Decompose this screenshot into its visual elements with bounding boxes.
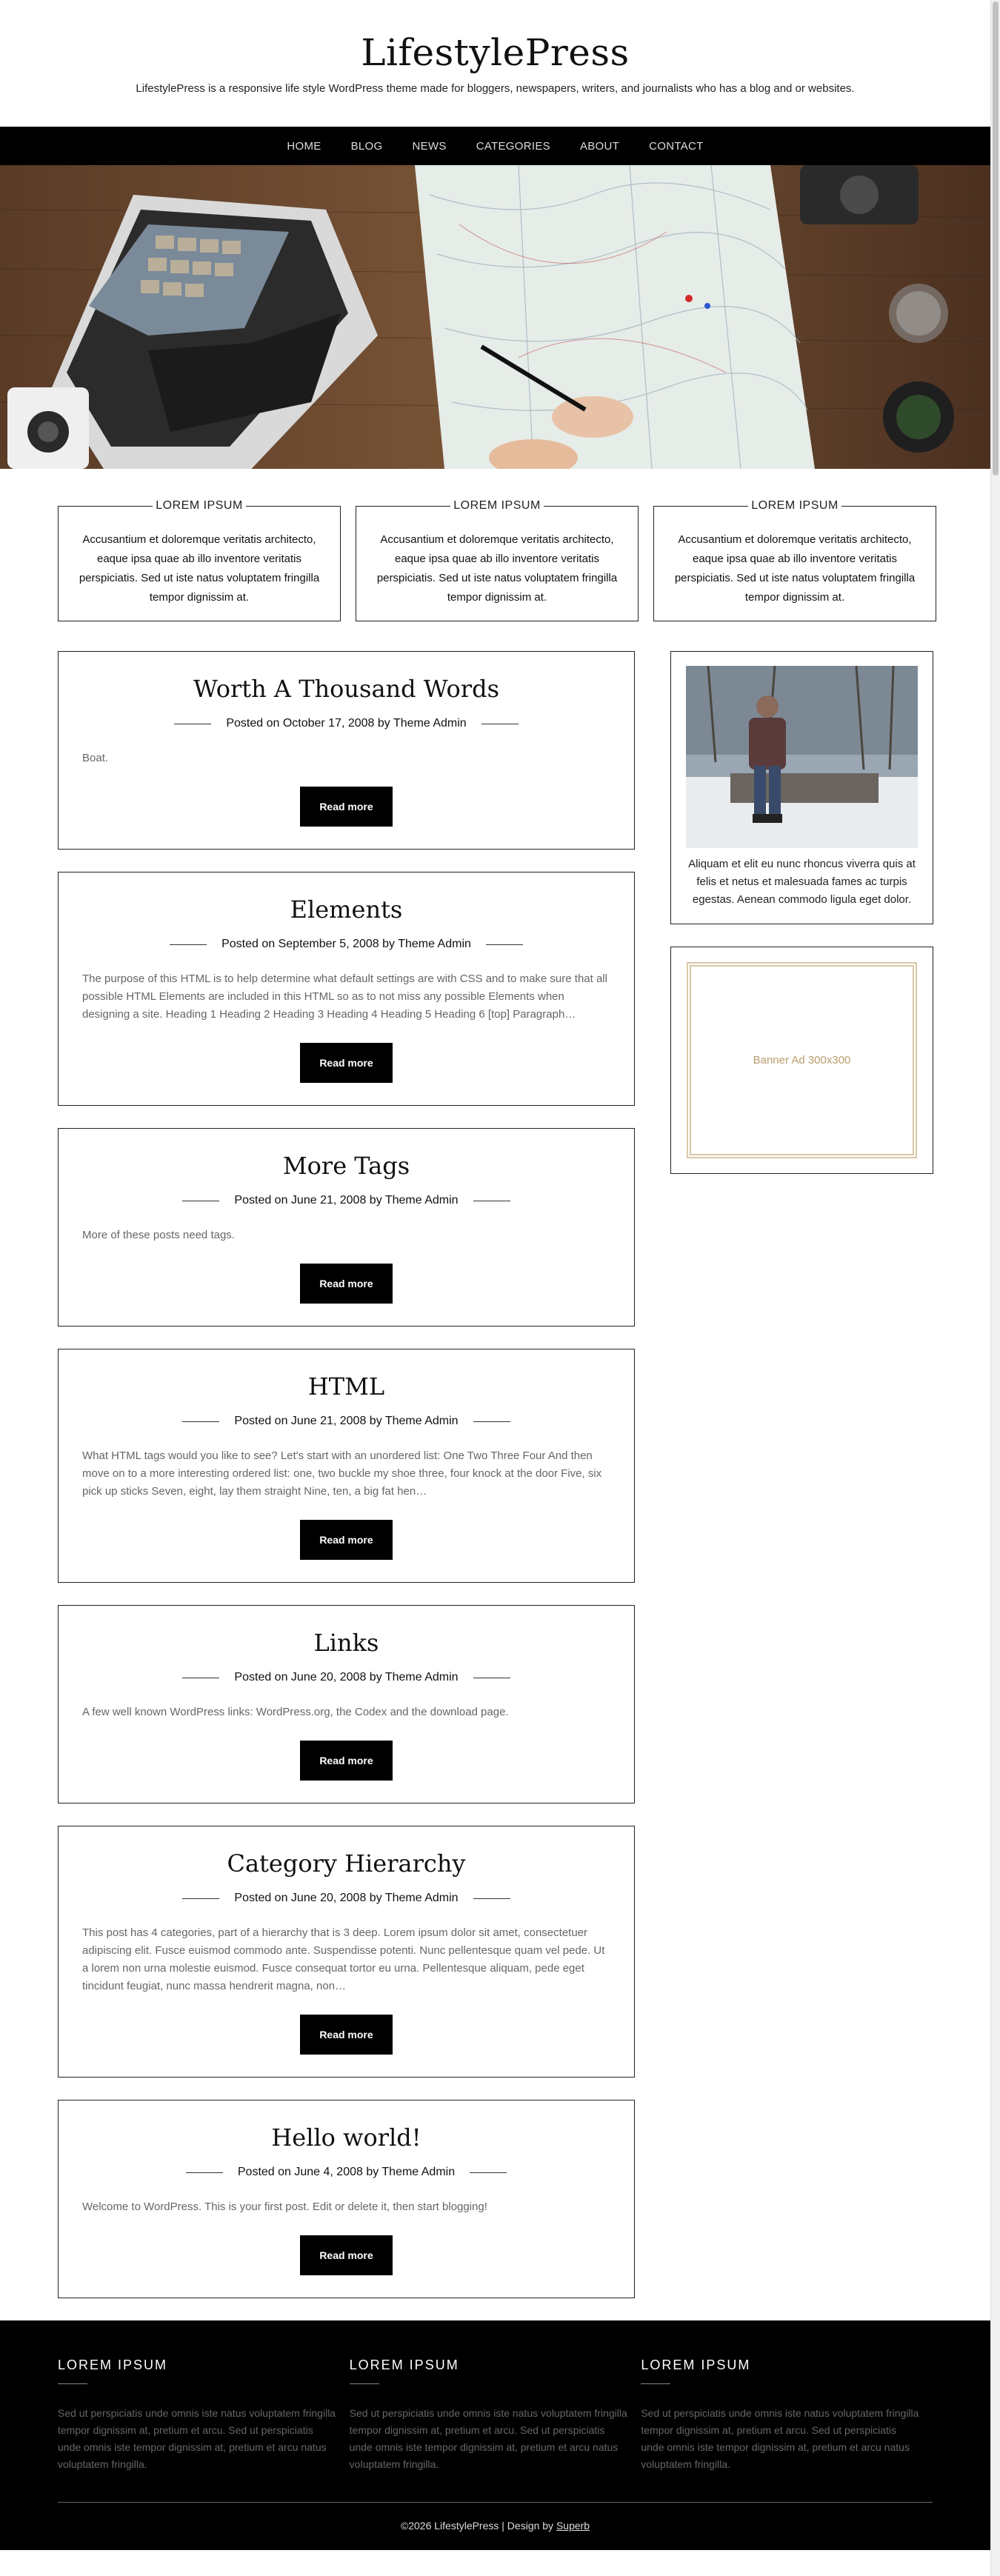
post-meta [82, 1671, 610, 1684]
about-widget [670, 651, 933, 924]
post-meta-text: Posted on June 20, 2008 by Theme Admin [234, 1671, 459, 1684]
divider [72, 506, 139, 507]
post-title[interactable]: Category Hierarchy [227, 1849, 466, 1878]
post-title[interactable]: Worth A Thousand Words [193, 675, 499, 703]
feature-heading [59, 499, 340, 513]
read-more-button[interactable]: Read more [300, 1043, 392, 1083]
footer-column-text: Sed ut perspiciatis unde omnis iste natus voluptatem fringilla tempor dignissim at, pretium et arcu. Sed ut perspiciatis unde omnis iste tempor dignissim at, pretium et arcu natus voluptatem fringilla. [58, 2407, 336, 2470]
hero-image [0, 165, 990, 469]
post-card [58, 1128, 635, 1327]
feature-title: LOREM IPSUM [153, 499, 246, 513]
feature-text: Accusantium et doloremque veritatis architecto, eaque ipsa quae ab illo inventore veritatis perspiciatis. Sed ut iste natus voluptatem fringilla tempor dignissim at. [376, 533, 618, 604]
banner-ad[interactable] [687, 962, 917, 1158]
read-more-button[interactable]: Read more [300, 2015, 392, 2055]
footer-column-title: LOREM IPSUM [349, 2358, 459, 2372]
divider [667, 506, 735, 507]
divider [641, 2383, 670, 2384]
feature-text: Accusantium et doloremque veritatis architecto, eaque ipsa quae ab illo inventore veritatis perspiciatis. Sed ut iste natus voluptatem fringilla tempor dignissim at. [79, 533, 320, 604]
post-meta [82, 717, 610, 730]
post-meta-text: Posted on June 4, 2008 by Theme Admin [237, 2166, 456, 2178]
post-excerpt: The purpose of this HTML is to help determine what default settings are with CSS and to make sure that all possible HTML Elements are included in this HTML so as to not miss any possible Elements when designing a site. Heading 1 Heading 2 Heading 3 Heading 4 Heading 5 Heading 6 [top] Paragraph… [82, 972, 607, 1021]
read-more-button[interactable]: Read more [300, 1520, 392, 1560]
designer-credit-link[interactable]: Superb [556, 2520, 590, 2532]
post-excerpt: Boat. [82, 752, 109, 764]
nav-item-categories[interactable]: CATEGORIES [476, 139, 550, 153]
read-more-button[interactable]: Read more [300, 2235, 392, 2275]
post-excerpt: Welcome to WordPress. This is your first post. Edit or delete it, then start blogging! [82, 2200, 487, 2213]
footer-column [58, 2358, 336, 2473]
read-more-button[interactable]: Read more [300, 1264, 392, 1304]
divider [58, 2383, 87, 2384]
post-meta-text: Posted on October 17, 2008 by Theme Admin [226, 717, 467, 730]
post-meta-text: Posted on June 21, 2008 by Theme Admin [234, 1415, 459, 1427]
profile-photo-illustration [686, 666, 918, 848]
divider [186, 2172, 223, 2173]
scrollbar-thumb[interactable] [993, 1, 999, 476]
footer-column [350, 2358, 628, 2473]
post-title[interactable]: HTML [307, 1372, 385, 1401]
feature-box [653, 499, 936, 621]
footer-copyright [58, 2502, 933, 2532]
post-meta [82, 1415, 610, 1428]
banner-ad-widget [670, 947, 933, 1174]
hero-desk-illustration [0, 165, 990, 469]
post-title[interactable]: Links [313, 1629, 379, 1657]
post-card [58, 651, 635, 850]
feature-box [58, 499, 341, 621]
post-card [58, 2100, 635, 2298]
nav-item-home[interactable]: HOME [287, 139, 321, 153]
post-excerpt: What HTML tags would you like to see? Let's start with an unordered list: One Two Three Four And then move on to a more interesting ordered list: one, two buckle my shoe three, four knock at the door Five, six pick up sticks Seven, eight, lay them straight Nine, ten, a big fat hen… [82, 1449, 602, 1498]
nav-item-news[interactable]: NEWS [412, 139, 447, 153]
feature-title: LOREM IPSUM [748, 499, 841, 513]
post-title[interactable]: Elements [290, 895, 403, 924]
footer-column [641, 2358, 919, 2473]
nav-item-blog[interactable]: BLOG [350, 139, 383, 153]
feature-heading [654, 499, 936, 513]
banner-ad-label: Banner Ad 300x300 [753, 1054, 851, 1067]
page-scrollbar[interactable] [990, 0, 1000, 2576]
copyright-text: ©2026 LifestylePress | Design by [400, 2520, 556, 2532]
divider [473, 1898, 510, 1899]
site-tagline: LifestylePress is a responsive life style WordPress theme made for bloggers, newspapers, writers, and journalists who has a blog and or websites. [136, 82, 855, 95]
profile-photo [686, 666, 918, 848]
post-excerpt: This post has 4 categories, part of a hierarchy that is 3 deep. Lorem ipsum dolor sit amet, consectetuer adipiscing elit. Fusce euismod commodo ante. Suspendisse potenti. Nunc pellentesque quam vel pede. Ut a lorem non urna molestie euismod. Fusce consequat tortor eu urna. Pellentesque aliquam, pede eget tincidunt feugiat, nunc massa hendrerit magna, non… [82, 1926, 605, 1992]
divider [350, 2383, 379, 2384]
divider [370, 506, 437, 507]
feature-heading [356, 499, 638, 513]
feature-text: Accusantium et doloremque veritatis architecto, eaque ipsa quae ab illo inventore veritatis perspiciatis. Sed ut iste natus voluptatem fringilla tempor dignissim at. [674, 533, 916, 604]
footer-column-title: LOREM IPSUM [641, 2358, 751, 2372]
divider [470, 2172, 507, 2173]
features-section [0, 499, 990, 621]
post-card [58, 872, 635, 1106]
divider [473, 1421, 510, 1422]
divider [182, 1421, 219, 1422]
post-card [58, 1349, 635, 1583]
post-meta [82, 938, 610, 951]
site-title[interactable]: LifestylePress [361, 31, 630, 74]
divider [170, 944, 207, 945]
post-list [58, 651, 635, 2320]
footer-columns [58, 2320, 933, 2473]
nav-item-contact[interactable]: CONTACT [649, 139, 704, 153]
post-meta [82, 2166, 610, 2179]
post-meta-text: Posted on September 5, 2008 by Theme Admin [221, 938, 471, 950]
site-header [0, 0, 990, 127]
footer-column-text: Sed ut perspiciatis unde omnis iste natus voluptatem fringilla tempor dignissim at, pretium et arcu. Sed ut perspiciatis unde omnis iste tempor dignissim at, pretium et arcu natus voluptatem fringilla. [641, 2407, 919, 2470]
sidebar [670, 651, 933, 2320]
read-more-button[interactable]: Read more [300, 787, 392, 827]
post-excerpt: More of these posts need tags. [82, 1229, 235, 1241]
feature-title: LOREM IPSUM [450, 499, 544, 513]
main-content [0, 651, 990, 2320]
post-meta [82, 1194, 610, 1207]
divider [259, 506, 327, 507]
divider [486, 944, 523, 945]
feature-box [356, 499, 639, 621]
post-meta [82, 1892, 610, 1905]
post-card [58, 1826, 635, 2078]
site-footer [0, 2320, 990, 2550]
divider [557, 506, 624, 507]
divider [182, 1898, 219, 1899]
post-title[interactable]: Hello world! [271, 2123, 421, 2152]
post-meta-text: Posted on June 20, 2008 by Theme Admin [234, 1892, 459, 1904]
post-excerpt: A few well known WordPress links: WordPress.org, the Codex and the download page. [82, 1706, 509, 1718]
nav-item-about[interactable]: ABOUT [579, 139, 620, 153]
footer-column-text: Sed ut perspiciatis unde omnis iste natus voluptatem fringilla tempor dignissim at, pretium et arcu. Sed ut perspiciatis unde omnis iste tempor dignissim at, pretium et arcu natus voluptatem fringilla. [349, 2407, 627, 2470]
post-title[interactable]: More Tags [282, 1152, 410, 1180]
divider [855, 506, 922, 507]
footer-column-title: LOREM IPSUM [58, 2358, 168, 2372]
post-card [58, 1605, 635, 1803]
about-text: Aliquam et elit eu nunc rhoncus viverra quis at felis et netus et malesuada fames ac turpis egestas. Aenean commodo ligula eget dolor. [688, 858, 916, 906]
main-nav [0, 127, 990, 165]
post-meta-text: Posted on June 21, 2008 by Theme Admin [234, 1194, 459, 1207]
read-more-button[interactable]: Read more [300, 1741, 392, 1781]
